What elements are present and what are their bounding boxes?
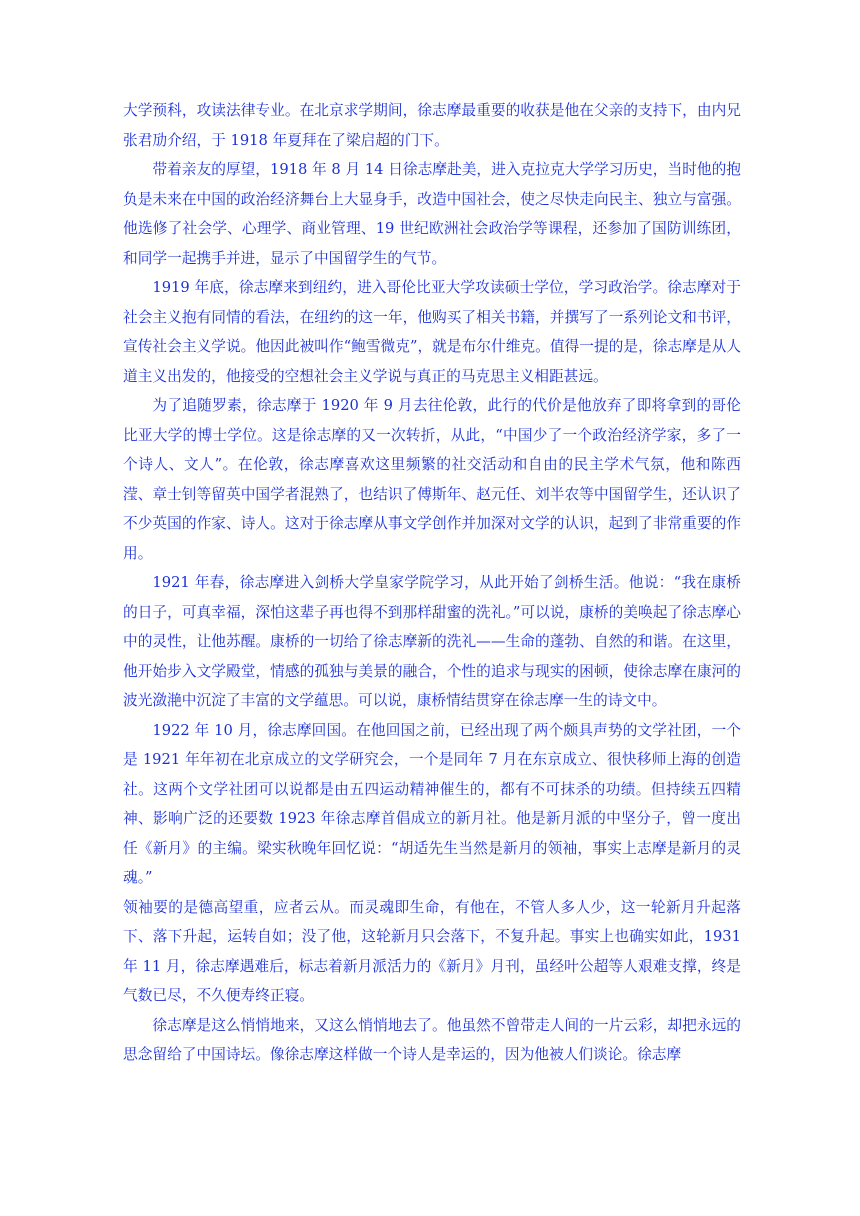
paragraph-8: 徐志摩是这么悄悄地来，又这么悄悄地去了。他虽然不曾带走人间的一片云彩，却把永远的思念留给了中国诗坛。像徐志摩这样做一个诗人是幸运的，因为他被人们谈论。徐志摩 [123, 1016, 741, 1063]
paragraph-7: 领袖要的是德高望重，应者云从。而灵魂即生命，有他在，不管人多人少，这一轮新月升起落下、落下升起，运转自如；没了他，这轮新月只会落下，不复升起。事实上也确实如此，1931 年 11 月，徐志摩遇难后，标志着新月派活力的《新月》月刊，虽经叶公超等人艰难支撑，终是气数已尽，不久便寿终正寝。 [123, 898, 741, 1004]
paragraph-6: 1922 年 10 月，徐志摩回国。在他回国之前，已经出现了两个颇具声势的文学社团，一个是 1921 年年初在北京成立的文学研究会，一个是同年 7 月在东京成立、很快移师上海的创造社。这两个文学社团可以说都是由五四运动精神催生的，都有不可抹杀的功绩。但持续五四精神、影响广泛的还要数 1923 年徐志摩首倡成立的新月社。他是新月派的中坚分子，曾一度出任《新月》的主编。梁实秋晚年回忆说：“胡适先生当然是新月的领袖，事实上志摩是新月的灵魂。” [123, 721, 741, 886]
paragraph-3: 1919 年底，徐志摩来到纽约，进入哥伦比亚大学攻读硕士学位，学习政治学。徐志摩对于社会主义抱有同情的看法，在纽约的这一年，他购买了相关书籍，并撰写了一系列论文和书评，宣传社会主义学说。他因此被叫作“鲍雪微克”，就是布尔什维克。值得一提的是，徐志摩是从人道主义出发的，他接受的空想社会主义学说与真正的马克思主义相距甚远。 [123, 279, 741, 385]
paragraph-5: 1921 年春，徐志摩进入剑桥大学皇家学院学习，从此开始了剑桥生活。他说：“我在康桥的日子，可真幸福，深怕这辈子再也得不到那样甜蜜的洗礼。”可以说，康桥的美唤起了徐志摩心中的灵性，让他苏醒。康桥的一切给了徐志摩新的洗礼——生命的蓬勃、自然的和谐。在这里，他开始步入文学殿堂，情感的孤独与美景的融合，个性的追求与现实的困顿，使徐志摩在康河的波光潋滟中沉淀了丰富的文学蕴思。可以说，康桥情结贯穿在徐志摩一生的诗文中。 [123, 574, 741, 709]
paragraph-4: 为了追随罗素，徐志摩于 1920 年 9 月去往伦敦，此行的代价是他放弃了即将拿到的哥伦比亚大学的博士学位。这是徐志摩的又一次转折，从此，“中国少了一个政治经济学家，多了一个诗人、文人”。在伦敦，徐志摩喜欢这里频繁的社交活动和自由的民主学术气氛，他和陈西滢、章士钊等留英中国学者混熟了，也结识了傅斯年、赵元任、刘半农等中国留学生，还认识了不少英国的作家、诗人。这对于徐志摩从事文学创作并加深对文学的认识，起到了非常重要的作用。 [123, 397, 741, 562]
paragraph-1: 大学预科，攻读法律专业。在北京求学期间，徐志摩最重要的收获是他在父亲的支持下，由内兄张君劢介绍，于 1918 年夏拜在了梁启超的门下。 [123, 102, 741, 149]
document-body [123, 96, 741, 1070]
paragraph-2: 带着亲友的厚望，1918 年 8 月 14 日徐志摩赴美，进入克拉克大学学习历史，当时他的抱负是未来在中国的政治经济舞台上大显身手，改造中国社会，使之尽快走向民主、独立与富强。他选修了社会学、心理学、商业管理、19 世纪欧洲社会政治学等课程，还参加了国防训练团，和同学一起携手并进，显示了中国留学生的气节。 [123, 161, 741, 267]
